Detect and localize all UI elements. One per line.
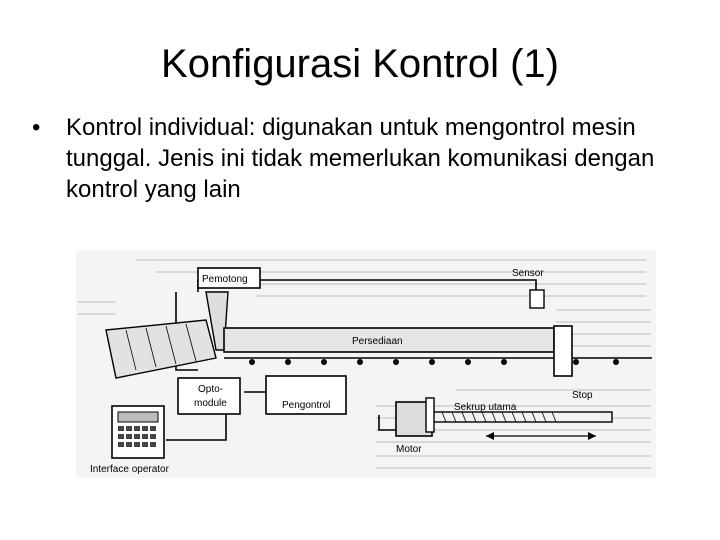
persediaan-label: Persediaan (352, 336, 403, 347)
panel-display (118, 412, 158, 422)
stop-label: Stop (572, 390, 593, 401)
sensor-device (530, 290, 544, 308)
bullet-item (32, 112, 692, 205)
pemotong-label: Pemotong (202, 274, 248, 285)
panel-keypad (118, 426, 156, 447)
slide-title: Konfigurasi Kontrol (1) (161, 42, 559, 86)
lead-screw (432, 412, 612, 422)
pengontrol-label: Pengontrol (282, 400, 331, 411)
end-block (554, 326, 572, 376)
interface-operator-label: Interface operator (90, 464, 169, 475)
optomodule-label-line1: Opto- (198, 384, 224, 395)
motor-label: Motor (396, 444, 422, 455)
sekrup-utama-label: Sekrup utama (454, 402, 517, 413)
bullet-text: Kontrol individual: digunakan untuk mengontrol mesin tunggal. Jenis ini tidak memerlukan komunikasi dengan kontrol yang lain (66, 114, 655, 203)
bullet-marker: • (32, 114, 41, 141)
sensor-label: Sensor (512, 268, 544, 279)
screw-bearing (426, 398, 434, 432)
machine-control-diagram (76, 250, 656, 478)
optomodule-label-line2: module (194, 398, 227, 409)
